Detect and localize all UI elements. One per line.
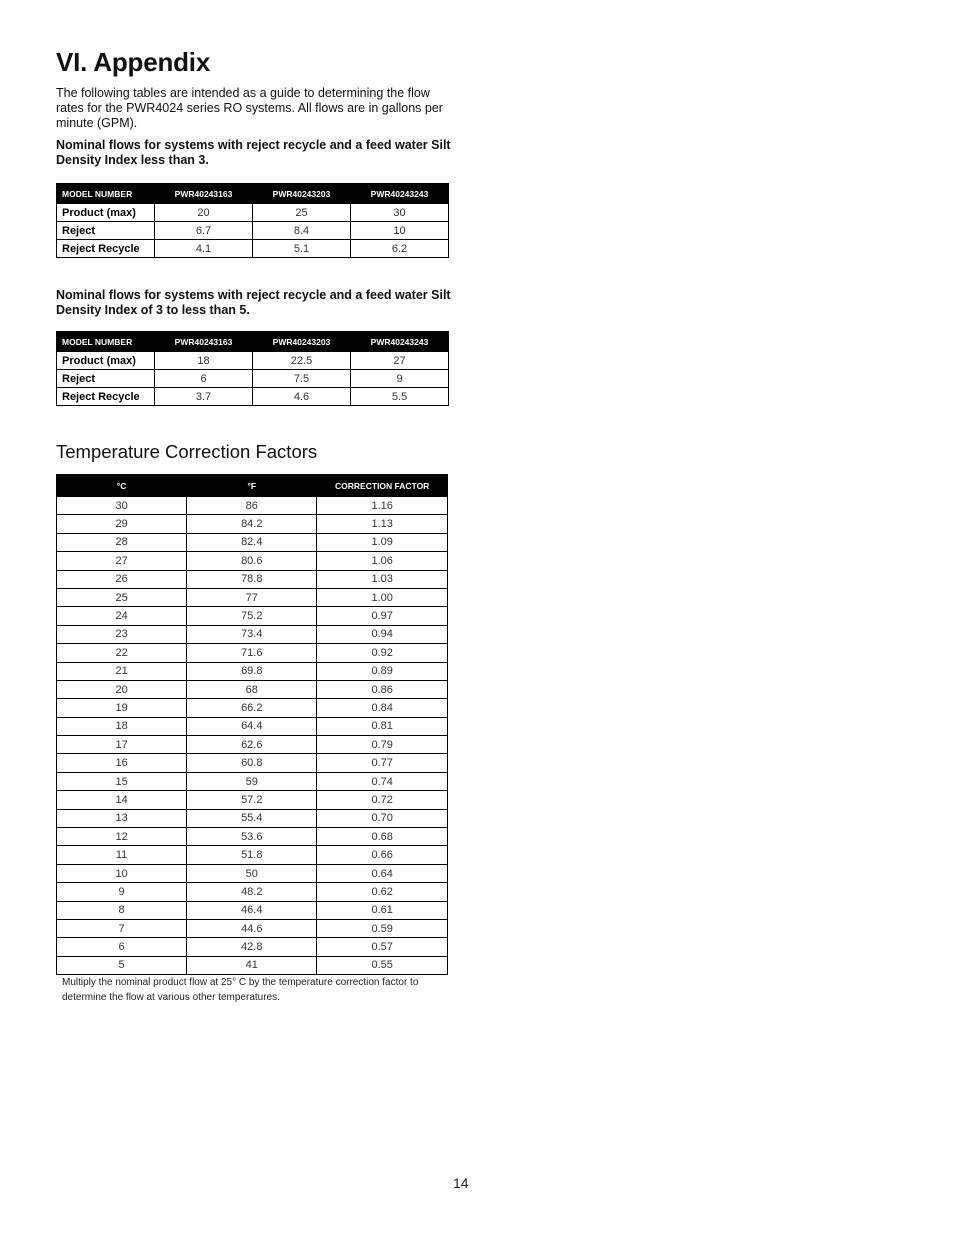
table-cell: 0.86 [317, 680, 448, 698]
table-cell: 8.4 [253, 222, 351, 240]
table-row [57, 956, 448, 974]
flow-table-sdi-less-than-3 [56, 183, 449, 258]
table-cell: 1.06 [317, 552, 448, 570]
table-row [57, 588, 448, 606]
table1-heading: Nominal flows for systems with reject recycle and a feed water Silt Density Index less than 3. [56, 138, 451, 167]
table-row [57, 846, 448, 864]
table-cell: 20 [57, 680, 187, 698]
table-cell: 69.8 [187, 662, 317, 680]
table-cell: 25 [57, 588, 187, 606]
table-cell: 23 [57, 625, 187, 643]
table-cell: 9 [351, 370, 449, 388]
row-label: Reject [57, 222, 155, 240]
table-cell: 16 [57, 754, 187, 772]
table-cell: 42.8 [187, 938, 317, 956]
table-cell: 77 [187, 588, 317, 606]
table-cell: 18 [155, 352, 253, 370]
table-row [57, 864, 448, 882]
column-header: °C [57, 475, 187, 497]
table-row [57, 204, 449, 222]
table-cell: 59 [187, 772, 317, 790]
row-label: Product (max) [57, 204, 155, 222]
table-cell: 4.6 [253, 388, 351, 406]
table-row [57, 240, 449, 258]
table-row [57, 662, 448, 680]
table-header-row [57, 184, 449, 204]
column-header: PWR40243163 [155, 184, 253, 204]
table-cell: 17 [57, 736, 187, 754]
column-header: PWR40243163 [155, 332, 253, 352]
table-cell: 71.6 [187, 644, 317, 662]
row-label: Reject Recycle [57, 240, 155, 258]
table-cell: 73.4 [187, 625, 317, 643]
flow-table-sdi-3-to-5 [56, 331, 449, 406]
table-row [57, 533, 448, 551]
table-cell: 0.61 [317, 901, 448, 919]
table-row [57, 736, 448, 754]
table-cell: 1.03 [317, 570, 448, 588]
table-cell: 20 [155, 204, 253, 222]
table-row [57, 901, 448, 919]
table-cell: 1.16 [317, 497, 448, 515]
table-cell: 0.59 [317, 919, 448, 937]
table-row [57, 607, 448, 625]
table-cell: 1.13 [317, 515, 448, 533]
table-row [57, 828, 448, 846]
row-label: Reject Recycle [57, 388, 155, 406]
table-cell: 82.4 [187, 533, 317, 551]
table-row [57, 570, 448, 588]
table-cell: 26 [57, 570, 187, 588]
table-cell: 48.2 [187, 883, 317, 901]
table-cell: 12 [57, 828, 187, 846]
table-cell: 0.92 [317, 644, 448, 662]
table-row [57, 883, 448, 901]
table-cell: 13 [57, 809, 187, 827]
table-cell: 6 [57, 938, 187, 956]
table-cell: 9 [57, 883, 187, 901]
table-cell: 64.4 [187, 717, 317, 735]
table-cell: 6.7 [155, 222, 253, 240]
table-cell: 75.2 [187, 607, 317, 625]
row-label: Reject [57, 370, 155, 388]
table-cell: 53.6 [187, 828, 317, 846]
table-row [57, 352, 449, 370]
table-cell: 57.2 [187, 791, 317, 809]
table-cell: 29 [57, 515, 187, 533]
table-cell: 5.5 [351, 388, 449, 406]
table-cell: 46.4 [187, 901, 317, 919]
table-cell: 0.62 [317, 883, 448, 901]
column-header: PWR40243203 [253, 184, 351, 204]
table-header-row [57, 332, 449, 352]
table-cell: 24 [57, 607, 187, 625]
temperature-correction-table [56, 474, 448, 975]
table-cell: 66.2 [187, 699, 317, 717]
table-cell: 44.6 [187, 919, 317, 937]
table-cell: 25 [253, 204, 351, 222]
table-cell: 27 [57, 552, 187, 570]
table-cell: 41 [187, 956, 317, 974]
intro-paragraph: The following tables are intended as a guide to determining the flow rates for the PWR4024 series RO systems. All flows are in gallons per minute (GPM). [56, 86, 443, 130]
table-row [57, 222, 449, 240]
table-cell: 55.4 [187, 809, 317, 827]
table-cell: 30 [351, 204, 449, 222]
table-cell: 1.09 [317, 533, 448, 551]
table-cell: 22.5 [253, 352, 351, 370]
table-cell: 0.55 [317, 956, 448, 974]
table-cell: 11 [57, 846, 187, 864]
column-header: PWR40243203 [253, 332, 351, 352]
table-cell: 6.2 [351, 240, 449, 258]
table-row [57, 754, 448, 772]
table-row [57, 717, 448, 735]
table-cell: 0.70 [317, 809, 448, 827]
table-cell: 22 [57, 644, 187, 662]
table-cell: 0.94 [317, 625, 448, 643]
column-header: PWR40243243 [351, 332, 449, 352]
table-cell: 62.6 [187, 736, 317, 754]
table-cell: 0.72 [317, 791, 448, 809]
column-header: MODEL NUMBER [57, 184, 155, 204]
table-cell: 30 [57, 497, 187, 515]
table-cell: 51.8 [187, 846, 317, 864]
table-cell: 0.64 [317, 864, 448, 882]
table-cell: 21 [57, 662, 187, 680]
table-cell: 0.79 [317, 736, 448, 754]
table-cell: 27 [351, 352, 449, 370]
table-cell: 50 [187, 864, 317, 882]
temperature-section-title: Temperature Correction Factors [56, 441, 318, 462]
table-row [57, 680, 448, 698]
table-cell: 0.89 [317, 662, 448, 680]
table-header-row [57, 475, 448, 497]
table-cell: 0.97 [317, 607, 448, 625]
table-cell: 10 [57, 864, 187, 882]
column-header: °F [187, 475, 317, 497]
table-cell: 19 [57, 699, 187, 717]
page-number: 14 [453, 1175, 469, 1191]
table-row [57, 370, 449, 388]
table-cell: 1.00 [317, 588, 448, 606]
table-cell: 0.68 [317, 828, 448, 846]
table-row [57, 699, 448, 717]
column-header: CORRECTION FACTOR [317, 475, 448, 497]
temperature-note: Multiply the nominal product flow at 25° C by the temperature correction factor to determine the flow at various other temperatures. [62, 977, 419, 1003]
table-cell: 84.2 [187, 515, 317, 533]
table-row [57, 625, 448, 643]
table-cell: 5 [57, 956, 187, 974]
table-row [57, 791, 448, 809]
table-cell: 8 [57, 901, 187, 919]
table-cell: 0.77 [317, 754, 448, 772]
table-row [57, 644, 448, 662]
page-title: VI. Appendix [56, 47, 211, 77]
table-cell: 86 [187, 497, 317, 515]
temperature-table-body [57, 497, 448, 975]
column-header: MODEL NUMBER [57, 332, 155, 352]
table-cell: 0.84 [317, 699, 448, 717]
table-cell: 5.1 [253, 240, 351, 258]
table-cell: 0.57 [317, 938, 448, 956]
table-row [57, 497, 448, 515]
table-row [57, 388, 449, 406]
table-cell: 0.74 [317, 772, 448, 790]
table-cell: 3.7 [155, 388, 253, 406]
table-cell: 80.6 [187, 552, 317, 570]
table-cell: 6 [155, 370, 253, 388]
table-row [57, 938, 448, 956]
table2-heading: Nominal flows for systems with reject recycle and a feed water Silt Density Index of 3 to less than 5. [56, 288, 451, 317]
table-cell: 60.8 [187, 754, 317, 772]
table-cell: 4.1 [155, 240, 253, 258]
table-cell: 7 [57, 919, 187, 937]
table-cell: 0.81 [317, 717, 448, 735]
column-header: PWR40243243 [351, 184, 449, 204]
table-cell: 7.5 [253, 370, 351, 388]
table-row [57, 772, 448, 790]
table-row [57, 919, 448, 937]
row-label: Product (max) [57, 352, 155, 370]
table-cell: 28 [57, 533, 187, 551]
table-cell: 78.8 [187, 570, 317, 588]
table-cell: 15 [57, 772, 187, 790]
table-cell: 18 [57, 717, 187, 735]
table-row [57, 809, 448, 827]
table-row [57, 515, 448, 533]
table-cell: 14 [57, 791, 187, 809]
table-cell: 68 [187, 680, 317, 698]
table-cell: 0.66 [317, 846, 448, 864]
table-cell: 10 [351, 222, 449, 240]
table-row [57, 552, 448, 570]
